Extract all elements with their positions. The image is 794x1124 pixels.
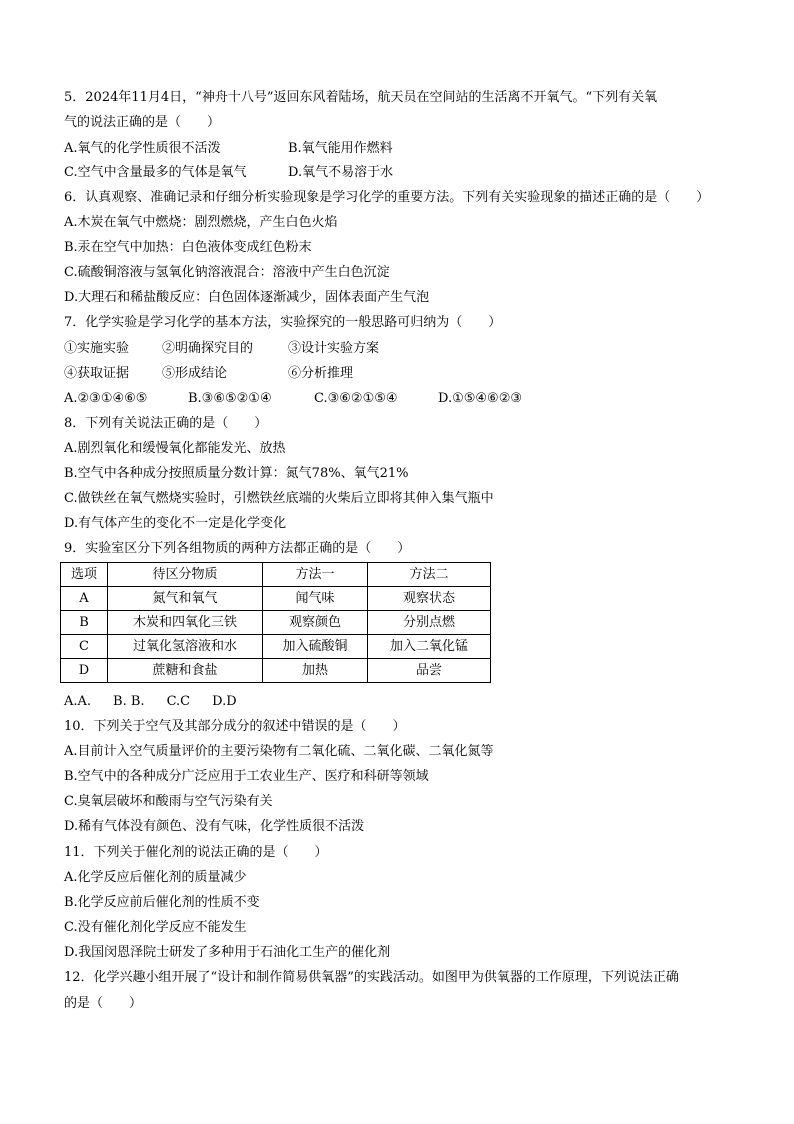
table-cell: 品尝 xyxy=(368,659,491,683)
q5-stem-line2: 气的说法正确的是（ ） xyxy=(64,115,221,130)
q11-stem: 11．下列关于催化剂的说法正确的是（ ） xyxy=(64,845,328,860)
q8-option-a: A.剧烈氧化和缓慢氧化都能发光、放热 xyxy=(64,441,286,456)
table-row xyxy=(61,659,491,683)
q10-option-a: A.目前计入空气质量评价的主要污染物有二氧化硫、二氧化碳、二氧化氮等 xyxy=(64,744,494,759)
table-header-cell: 选项 xyxy=(61,563,108,587)
table-cell: D xyxy=(61,659,108,683)
table-cell: 观察状态 xyxy=(368,587,491,611)
q7-option-c: C.③⑥②①⑤④ xyxy=(314,391,398,406)
table-row xyxy=(61,635,491,659)
table-header-cell: 方法一 xyxy=(263,563,368,587)
q10-stem: 10．下列关于空气及其部分成分的叙述中错误的是（ ） xyxy=(64,719,406,734)
table-row xyxy=(61,611,491,635)
table-cell: 氮气和氧气 xyxy=(108,587,263,611)
q10-option-b: B.空气中的各种成分广泛应用于工农业生产、医疗和科研等领域 xyxy=(64,769,429,784)
q9-option-c: C.C xyxy=(166,694,191,709)
table-cell: 闻气味 xyxy=(263,587,368,611)
q8-option-c: C.做铁丝在氧气燃烧实验时，引燃铁丝底端的火柴后立即将其伸入集气瓶中 xyxy=(64,491,494,506)
q7-step-3: ③设计实验方案 xyxy=(288,341,380,356)
table-cell: 观察颜色 xyxy=(263,611,368,635)
q9-options xyxy=(64,692,259,712)
q7-step-2: ②明确探究目的 xyxy=(162,341,254,356)
table-header-row xyxy=(61,563,491,587)
q6-stem: 6．认真观察、准确记录和仔细分析实验现象是学习化学的重要方法。下列有关实验现象的描述正确的是（ ） xyxy=(64,190,710,205)
table-header-cell: 待区分物质 xyxy=(108,563,263,587)
q7-option-d: D.①⑤④⑥②③ xyxy=(438,391,523,406)
q10-option-c: C.臭氧层破坏和酸雨与空气污染有关 xyxy=(64,794,273,809)
q5-option-c: C.空气中含量最多的气体是氧气 xyxy=(64,165,247,180)
table-cell: C xyxy=(61,635,108,659)
q11-option-c: C.没有催化剂化学反应不能发生 xyxy=(64,920,247,935)
q11-option-a: A.化学反应后催化剂的质量减少 xyxy=(64,870,247,885)
q10-option-d: D.稀有气体没有颜色、没有气味，化学性质很不活泼 xyxy=(64,819,365,834)
q11-option-b: B.化学反应前后催化剂的性质不变 xyxy=(64,895,260,910)
q7-step-6: ⑥分析推理 xyxy=(288,366,354,381)
q7-step-1: ①实施实验 xyxy=(64,341,130,356)
q8-stem: 8．下列有关说法正确的是（ ） xyxy=(64,416,268,431)
q12-stem-line2: 的是（ ） xyxy=(64,996,143,1011)
q9-stem: 9．实验室区分下列各组物质的两种方法都正确的是（ ） xyxy=(64,541,411,556)
q6-option-d: D.大理石和稀盐酸反应：白色固体逐渐减少，固体表面产生气泡 xyxy=(64,290,430,305)
q7-stem: 7．化学实验是学习化学的基本方法，实验探究的一般思路可归纳为（ ） xyxy=(64,315,502,330)
q9-table xyxy=(60,562,491,683)
table-cell: 蔗糖和食盐 xyxy=(108,659,263,683)
q7-step-5: ⑤形成结论 xyxy=(162,366,228,381)
q9-option-a: A.A. xyxy=(64,694,92,709)
q11-option-d: D.我国闵恩泽院士研发了多种用于石油化工生产的催化剂 xyxy=(64,945,391,960)
q6-option-c: C.硫酸铜溶液与氢氧化钠溶液混合：溶液中产生白色沉淀 xyxy=(64,265,390,280)
table-cell: 加热 xyxy=(263,659,368,683)
q5-option-b: B.氧气能用作燃料 xyxy=(288,141,393,156)
table-row xyxy=(61,587,491,611)
table-cell: 分别点燃 xyxy=(368,611,491,635)
q8-option-b: B.空气中各种成分按照质量分数计算：氮气78%、氧气21% xyxy=(64,466,409,481)
table-cell: 加入二氧化锰 xyxy=(368,635,491,659)
q9-option-b: B. B. xyxy=(113,694,145,709)
table-cell: 加入硫酸铜 xyxy=(263,635,368,659)
table-cell: A xyxy=(61,587,108,611)
q8-option-d: D.有气体产生的变化不一定是化学变化 xyxy=(64,516,287,531)
q7-option-a: A.②③①④⑥⑤ xyxy=(64,391,148,406)
q9-option-d: D.D xyxy=(212,694,237,709)
table-header-cell: 方法二 xyxy=(368,563,491,587)
table-cell: 木炭和四氧化三铁 xyxy=(108,611,263,635)
q6-option-a: A.木炭在氧气中燃烧：剧烈燃烧，产生白色火焰 xyxy=(64,215,338,230)
q12-stem-line1: 12．化学兴趣小组开展了“设计和制作简易供氧器”的实践活动。如图甲为供氧器的工作原理，下列说法正确 xyxy=(64,970,679,985)
q7-option-b: B.③⑥⑤②①④ xyxy=(188,391,272,406)
q5-stem-line1: 5．2024年11月4日，“神舟十八号”返回东风着陆场，航天员在空间站的生活离不开氧气。“下列有关氧 xyxy=(64,90,658,105)
q6-option-b: B.汞在空气中加热：白色液体变成红色粉末 xyxy=(64,240,312,255)
table-cell: 过氧化氢溶液和水 xyxy=(108,635,263,659)
q5-option-d: D.氧气不易溶于水 xyxy=(288,165,394,180)
q7-step-4: ④获取证据 xyxy=(64,366,130,381)
table-cell: B xyxy=(61,611,108,635)
q5-option-a: A.氧气的化学性质很不活泼 xyxy=(64,141,221,156)
